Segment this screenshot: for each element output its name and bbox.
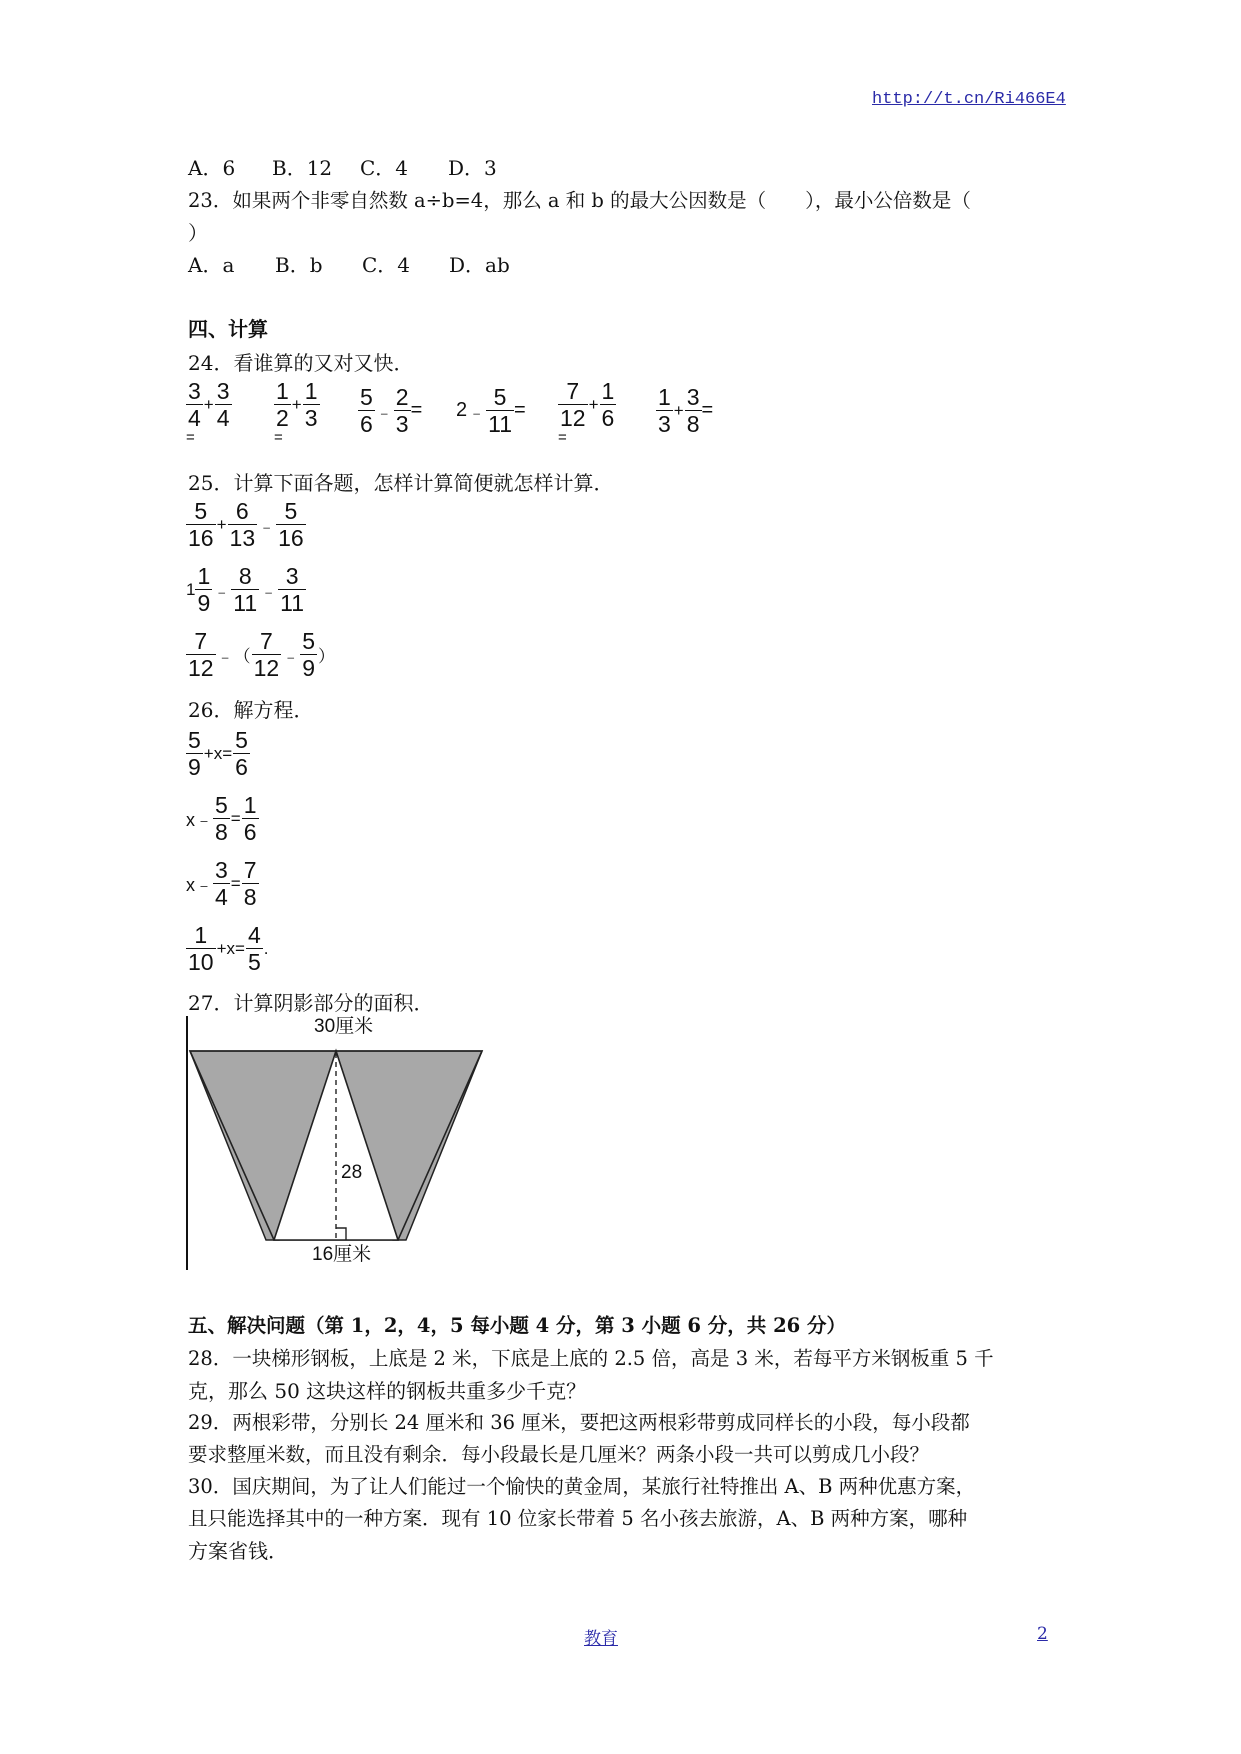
fraction: $\frac{7}{12}$ [253, 628, 280, 681]
fraction: $\frac{1}{3}$ [304, 378, 318, 431]
q24-item-3: $\frac{5}{6}$ ﹣ $\frac{2}{3}$ = [360, 384, 423, 437]
q30-line2: 且只能选择其中的一种方案．现有 10 位家长带着 5 名小孩去旅游，A、B 两种方案，哪种 [188, 1507, 968, 1530]
q23-option-c: C．4 [362, 253, 411, 277]
equals-sign: = [410, 399, 423, 421]
fraction: $\frac{7}{12}$ [188, 628, 214, 681]
fraction: $\frac{8}{11}$ [233, 563, 258, 616]
fraction: $\frac{5}{9}$ [302, 628, 315, 681]
q24-item-1: $\frac{3}{4}$ + $\frac{3}{4}$ = [186, 378, 230, 446]
q22-option-d: D．3 [448, 156, 497, 180]
fraction: $\frac{1}{6}$ [601, 378, 615, 431]
fraction: $\frac{7}{8}$ [243, 857, 257, 910]
q26-equation-4: $\frac{1}{10}$ +x= $\frac{4}{5}$ . [188, 922, 269, 975]
q24-expressions [186, 378, 946, 448]
q24-title: 24．看谁算的又对又快． [188, 351, 414, 375]
fraction: $\frac{5}{16}$ [278, 498, 304, 551]
height-label: 28 [341, 1162, 363, 1183]
header-url-link[interactable]: http://t.cn/Ri466E4 [872, 90, 1066, 109]
q25-title: 25．计算下面各题，怎样计算简便就怎样计算． [188, 471, 614, 495]
q23-options [188, 252, 510, 278]
equals-sign: = [514, 399, 526, 421]
q26-title: 26．解方程． [188, 698, 314, 722]
q28-line1: 28．一块梯形钢板，上底是 2 米，下底是上底的 2.5 倍，高是 3 米，若每平方米钢板重 5 千 [188, 1347, 994, 1370]
q26-equation-1: $\frac{5}{9}$ +x= $\frac{5}{6}$ [188, 727, 248, 780]
equals-sign: = [186, 429, 195, 446]
section5-title: 五、解决问题（第 1，2，4，5 每小题 4 分，第 3 小题 6 分，共 26 分） [188, 1314, 847, 1337]
fraction: $\frac{7}{12}$ [560, 378, 586, 431]
q24-item-2: $\frac{1}{2}$ + $\frac{1}{3}$ = [274, 378, 318, 446]
bottom-base-label: 16厘米 [312, 1244, 372, 1265]
equals-sign: = [274, 429, 283, 446]
q25-expression-1: $\frac{5}{16}$ + $\frac{6}{13}$ ﹣ $\frac{5}{16}$ [188, 498, 304, 551]
q29-line1: 29．两根彩带，分别长 24 厘米和 36 厘米，要把这两根彩带剪成同样长的小段，每小段都 [188, 1411, 970, 1434]
q22-option-b: B．12 [272, 156, 333, 180]
q27-title: 27．计算阴影部分的面积． [188, 991, 434, 1015]
q25-expression-2: 1 $\frac{1}{9}$ ﹣ $\frac{8}{11}$ ﹣ $\frac{3}{11}$ [186, 563, 305, 616]
page-number: 2 [1037, 1624, 1048, 1644]
fraction: $\frac{1}{3}$ [658, 384, 671, 437]
fraction: $\frac{3}{11}$ [280, 563, 305, 616]
q23-option-a: A．a [188, 253, 235, 277]
q26-equation-3: x﹣ $\frac{3}{4}$ = $\frac{7}{8}$ [186, 857, 257, 910]
footer-center-link[interactable]: 教育 [584, 1629, 618, 1649]
q23-option-b: B．b [275, 253, 323, 277]
q23-option-d: D．ab [449, 253, 510, 277]
q24-item-6: $\frac{1}{3}$ + $\frac{3}{8}$ = [658, 384, 714, 437]
fraction: $\frac{3}{8}$ [686, 384, 700, 437]
fraction: $\frac{5}{8}$ [215, 792, 228, 845]
q24-item-5: $\frac{7}{12}$ + $\frac{1}{6}$ = [558, 378, 615, 446]
fraction: $\frac{1}{10}$ [188, 922, 214, 975]
q22-options [188, 155, 497, 181]
q23-line2: ） [188, 221, 208, 245]
q25-expression-3: $\frac{7}{12}$ ﹣（ $\frac{7}{12}$ ﹣ $\frac{5}{9}$ ） [188, 628, 335, 681]
fraction: $\frac{4}{5}$ [247, 922, 261, 975]
fraction: $\frac{1}{6}$ [243, 792, 257, 845]
q27-figure [186, 1016, 496, 1270]
top-base-label: 30厘米 [314, 1016, 374, 1037]
fraction: $\frac{3}{4}$ [216, 378, 230, 431]
equals-sign: = [558, 429, 567, 446]
q28-line2: 克，那么 50 这块这样的钢板共重多少千克？ [188, 1379, 587, 1403]
section4-title: 四、计算 [188, 317, 268, 341]
fraction: $\frac{1}{2}$ [276, 378, 289, 431]
q22-option-a: A．6 [188, 156, 236, 180]
fraction: $\frac{3}{4}$ [188, 378, 201, 431]
fraction: $\frac{5}{6}$ [360, 384, 373, 437]
fraction: $\frac{3}{4}$ [215, 857, 228, 910]
q24-item-4: 2 ﹣ $\frac{5}{11}$ = [456, 384, 526, 437]
equals-sign: = [701, 399, 714, 421]
q22-option-c: C．4 [360, 156, 409, 180]
q23-line1: 23．如果两个非零自然数 a÷b=4，那么 a 和 b 的最大公因数是（ ），最小公倍数是（ [188, 189, 971, 212]
fraction: $\frac{5}{6}$ [235, 727, 248, 780]
shaded-trapezoid-diagram [186, 1016, 496, 1270]
q30-line3: 方案省钱． [188, 1539, 288, 1563]
q30-line1: 30．国庆期间，为了让人们能过一个愉快的黄金周，某旅行社特推出 A、B 两种优惠方案， [188, 1475, 976, 1498]
fraction: $\frac{5}{9}$ [188, 727, 201, 780]
fraction: $\frac{6}{13}$ [229, 498, 256, 551]
fraction: $\frac{5}{11}$ [488, 384, 513, 437]
q29-line2: 要求整厘米数，而且没有剩余．每小段最长是几厘米？两条小段一共可以剪成几小段？ [188, 1443, 930, 1466]
q26-equation-2: x﹣ $\frac{5}{8}$ = $\frac{1}{6}$ [186, 792, 257, 845]
fraction: $\frac{2}{3}$ [395, 384, 409, 437]
fraction: $\frac{5}{16}$ [188, 498, 214, 551]
fraction: $\frac{1}{9}$ [197, 563, 211, 616]
